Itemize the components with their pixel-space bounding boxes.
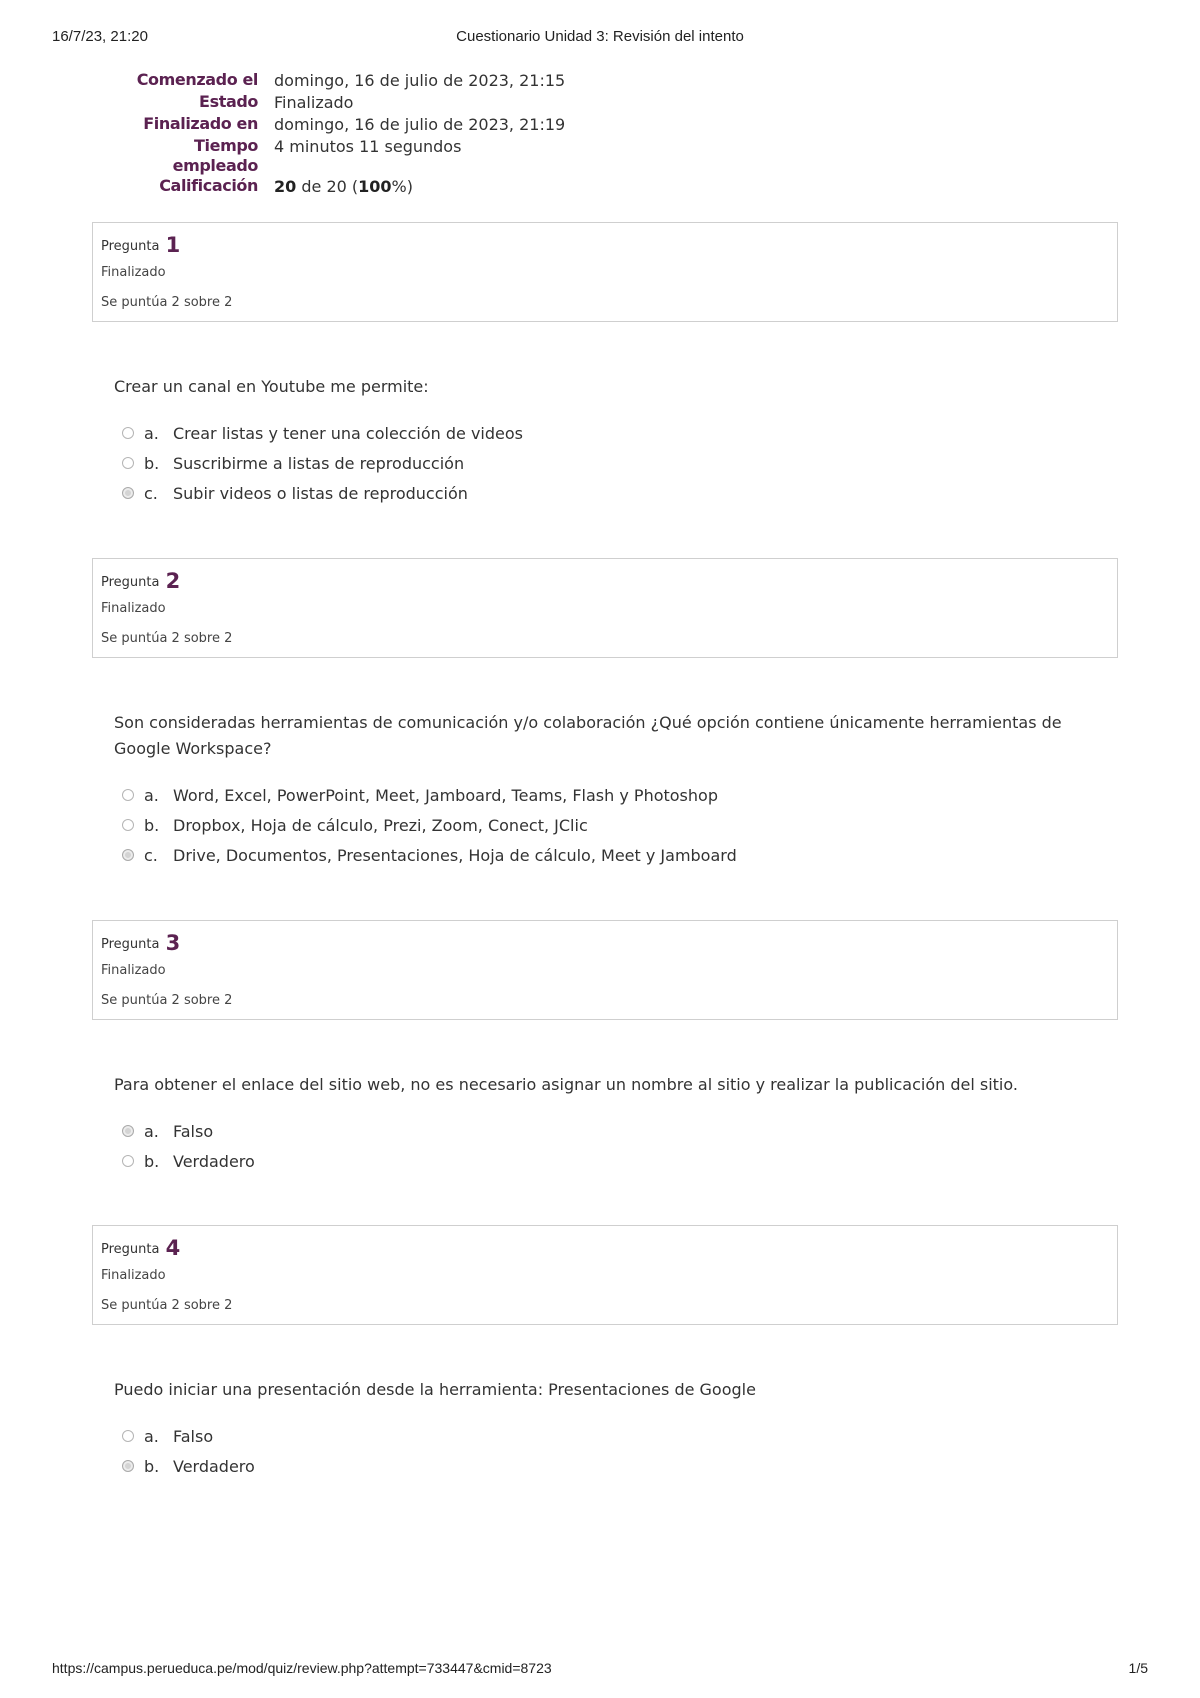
radio-button-selected[interactable] (122, 1125, 134, 1137)
grade-percent: 100 (358, 177, 392, 196)
option-text: Dropbox, Hoja de cálculo, Prezi, Zoom, Conect, JClic (173, 815, 588, 835)
option-letter: a. (144, 785, 159, 805)
question-text: Crear un canal en Youtube me permite: (114, 377, 429, 396)
radio-button-selected[interactable] (122, 849, 134, 861)
question-number-value: 3 (165, 931, 181, 955)
question-state: Finalizado (101, 265, 166, 280)
attempt-summary (110, 70, 565, 198)
option-text: Falso (173, 1426, 214, 1446)
answer-option-a[interactable] (122, 1116, 1118, 1146)
answer-options (122, 1116, 1118, 1176)
state-label: Estado (199, 92, 258, 111)
radio-button[interactable] (122, 427, 134, 439)
print-page-number: 1/5 (1128, 1660, 1148, 1676)
question-info (92, 222, 1118, 322)
question-label: Pregunta (101, 239, 160, 254)
started-value: domingo, 16 de julio de 2023, 21:15 (274, 71, 566, 90)
print-page-title: Cuestionario Unidad 3: Revisión del intento (456, 28, 744, 45)
finished-label: Finalizado en (143, 114, 258, 133)
question-number-value: 2 (165, 569, 181, 593)
question-2 (92, 558, 1118, 870)
grade-label: Calificación (159, 176, 258, 195)
answer-option-b[interactable] (122, 448, 1118, 478)
question-info (92, 558, 1118, 658)
question-text: Son consideradas herramientas de comunicación y/o colaboración ¿Qué opción contiene únicamente herramientas de Google Workspace? (114, 713, 1062, 758)
state-value: Finalizado (274, 93, 354, 112)
answer-option-b[interactable] (122, 810, 1118, 840)
question-label: Pregunta (101, 1242, 160, 1257)
time-label-line1: Tiempo (194, 136, 258, 155)
radio-button[interactable] (122, 457, 134, 469)
question-label: Pregunta (101, 575, 160, 590)
radio-button[interactable] (122, 1430, 134, 1442)
question-4 (92, 1225, 1118, 1481)
started-label: Comenzado el (136, 70, 258, 89)
question-number-value: 4 (165, 1236, 181, 1260)
radio-button[interactable] (122, 1155, 134, 1167)
option-text: Drive, Documentos, Presentaciones, Hoja de cálculo, Meet y Jamboard (173, 845, 737, 865)
grade-value (274, 176, 565, 198)
option-text: Crear listas y tener una colección de videos (173, 423, 523, 443)
radio-button[interactable] (122, 789, 134, 801)
radio-button[interactable] (122, 819, 134, 831)
question-number (101, 233, 180, 257)
grade-of: de 20 ( (301, 177, 359, 196)
question-number (101, 1236, 180, 1260)
option-letter: b. (144, 815, 160, 835)
question-state: Finalizado (101, 963, 166, 978)
option-text: Falso (173, 1121, 214, 1141)
print-date: 16/7/23, 21:20 (52, 28, 148, 45)
question-info (92, 920, 1118, 1020)
finished-value: domingo, 16 de julio de 2023, 21:19 (274, 115, 566, 134)
question-grade: Se puntúa 2 sobre 2 (101, 631, 233, 646)
print-header (52, 28, 1148, 48)
time-label (110, 136, 274, 176)
answer-option-b[interactable] (122, 1451, 1118, 1481)
question-text: Para obtener el enlace del sitio web, no es necesario asignar un nombre al sitio y realizar la publicación del sitio. (114, 1075, 1018, 1094)
answer-option-c[interactable] (122, 478, 1118, 508)
answer-options (122, 418, 1118, 508)
question-number (101, 931, 180, 955)
question-state: Finalizado (101, 601, 166, 616)
attempt-summary-table (110, 70, 565, 198)
option-letter: b. (144, 1456, 160, 1476)
option-letter: a. (144, 1426, 159, 1446)
option-text: Verdadero (173, 1456, 255, 1476)
option-letter: a. (144, 423, 159, 443)
option-text: Verdadero (173, 1151, 255, 1171)
question-3 (92, 920, 1118, 1176)
option-text: Subir videos o listas de reproducción (173, 483, 468, 503)
answer-option-a[interactable] (122, 780, 1118, 810)
question-state: Finalizado (101, 1268, 166, 1283)
option-text: Suscribirme a listas de reproducción (173, 453, 465, 473)
radio-button-selected[interactable] (122, 1460, 134, 1472)
question-text: Puedo iniciar una presentación desde la herramienta: Presentaciones de Google (114, 1380, 756, 1399)
summary-row-grade (110, 176, 565, 198)
answer-option-a[interactable] (122, 1421, 1118, 1451)
grade-close: %) (391, 177, 413, 196)
option-letter: b. (144, 453, 160, 473)
time-label-line2: empleado (172, 156, 258, 175)
option-letter: c. (144, 845, 158, 865)
question-1 (92, 222, 1118, 508)
summary-row-finished (110, 114, 565, 136)
print-url: https://campus.perueduca.pe/mod/quiz/review.php?attempt=733447&cmid=8723 (52, 1660, 552, 1676)
print-footer (52, 1660, 1148, 1680)
question-grade: Se puntúa 2 sobre 2 (101, 993, 233, 1008)
option-letter: a. (144, 1121, 159, 1141)
question-info (92, 1225, 1118, 1325)
question-grade: Se puntúa 2 sobre 2 (101, 295, 233, 310)
question-number-value: 1 (165, 233, 181, 257)
option-letter: c. (144, 483, 158, 503)
summary-row-state (110, 92, 565, 114)
answer-option-a[interactable] (122, 418, 1118, 448)
question-label: Pregunta (101, 937, 160, 952)
summary-row-time (110, 136, 565, 176)
grade-score: 20 (274, 177, 297, 196)
question-number (101, 569, 180, 593)
summary-row-started (110, 70, 565, 92)
answer-options (122, 1421, 1118, 1481)
time-value: 4 minutos 11 segundos (274, 137, 462, 156)
option-letter: b. (144, 1151, 160, 1171)
answer-options (122, 780, 1118, 870)
radio-button-selected[interactable] (122, 487, 134, 499)
answer-option-c[interactable] (122, 840, 1118, 870)
answer-option-b[interactable] (122, 1146, 1118, 1176)
option-text: Word, Excel, PowerPoint, Meet, Jamboard, Teams, Flash y Photoshop (173, 785, 718, 805)
question-grade: Se puntúa 2 sobre 2 (101, 1298, 233, 1313)
